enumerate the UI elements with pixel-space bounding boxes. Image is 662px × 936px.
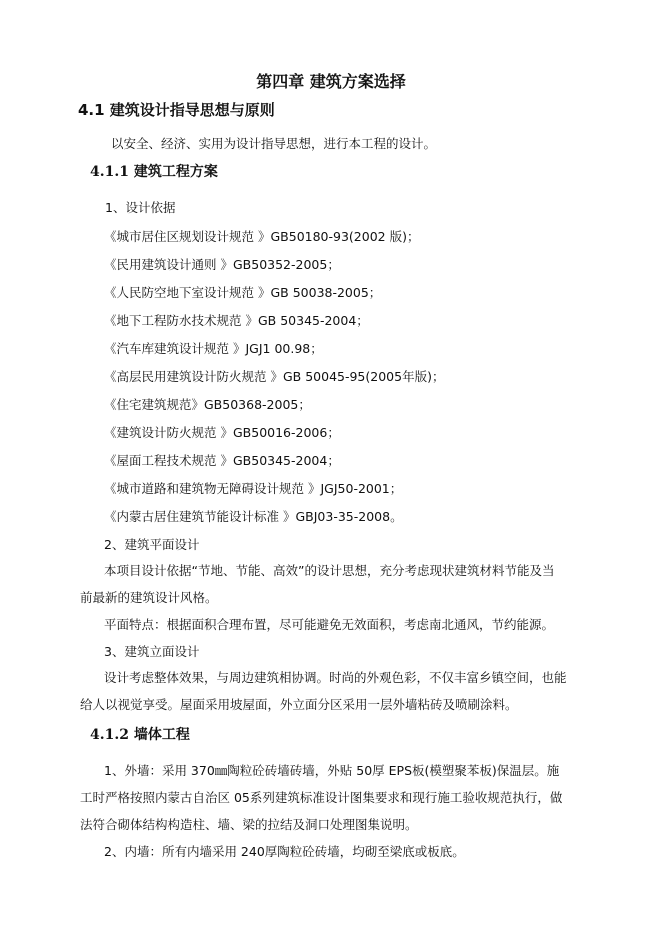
design-basis-title: 1、设计依据: [105, 200, 176, 215]
section-4-1-heading: 4.1 建筑设计指导思想与原则: [78, 101, 275, 119]
inner-wall-line: 2、内墙：所有内墙采用 240厚陶粒砼砖墙，均砌至梁底或板底。: [104, 844, 465, 859]
elevation-design-title: 3、建筑立面设计: [104, 644, 200, 659]
basis-item: 《城市道路和建筑物无障碍设计规范 》JGJ50-2001；: [104, 481, 403, 496]
basis-item: 《城市居住区规划设计规范 》GB50180-93(2002 版)；: [104, 229, 420, 244]
elevation-para-line: 给人以视觉享受。屋面采用坡屋面，外立面分区采用一层外墙粘砖及喷刷涂料。: [80, 697, 518, 712]
basis-item: 《住宅建筑规范》GB50368-2005；: [104, 397, 311, 412]
basis-item: 《建筑设计防火规范 》GB50016-2006；: [104, 425, 340, 440]
basis-item: 《民用建筑设计通则 》GB50352-2005；: [104, 257, 340, 272]
basis-item: 《高层民用建筑设计防火规范 》GB 50045-95(2005年版)；: [104, 369, 445, 384]
plan-design-para-line: 本项目设计依据“节地、节能、高效”的设计思想，充分考虑现状建筑材料节能及当: [104, 563, 555, 578]
plan-design-para-line: 前最新的建筑设计风格。: [80, 590, 218, 605]
elevation-para-line: 设计考虑整体效果，与周边建筑相协调。时尚的外观色彩，不仅丰富乡镇空间，也能: [104, 670, 567, 685]
outer-wall-line: 法符合砌体结构构造柱、墙、梁的拉结及洞口处理图集说明。: [80, 817, 418, 832]
basis-item: 《人民防空地下室设计规范 》GB 50038-2005；: [104, 285, 382, 300]
outer-wall-line: 工时严格按照内蒙古自治区 05系列建筑标准设计图集要求和现行施工验收规范执行，做: [80, 790, 563, 805]
plan-design-title: 2、建筑平面设计: [104, 537, 200, 552]
section-4-1-2-heading: 4.1.2 墙体工程: [90, 727, 190, 743]
plan-features: 平面特点：根据面积合理布置，尽可能避免无效面积，考虑南北通风，节约能源。: [104, 617, 555, 632]
section-4-1-intro: 以安全、经济、实用为设计指导思想，进行本工程的设计。: [111, 136, 437, 151]
basis-item: 《地下工程防水技术规范 》GB 50345-2004；: [104, 313, 369, 328]
outer-wall-line: 1、外墙：采用 370㎜陶粒砼砖墙砖墙，外贴 50厚 EPS板(模塑聚苯板)保温层。施: [104, 763, 560, 778]
basis-item: 《内蒙古居住建筑节能设计标准 》GBJ03-35-2008。: [104, 509, 403, 524]
section-4-1-1-heading: 4.1.1 建筑工程方案: [90, 164, 218, 180]
basis-item: 《屋面工程技术规范 》GB50345-2004；: [104, 453, 340, 468]
basis-item: 《汽车库建筑设计规范 》JGJ1 00.98；: [104, 341, 323, 356]
chapter-title: 第四章 建筑方案选择: [256, 72, 406, 91]
